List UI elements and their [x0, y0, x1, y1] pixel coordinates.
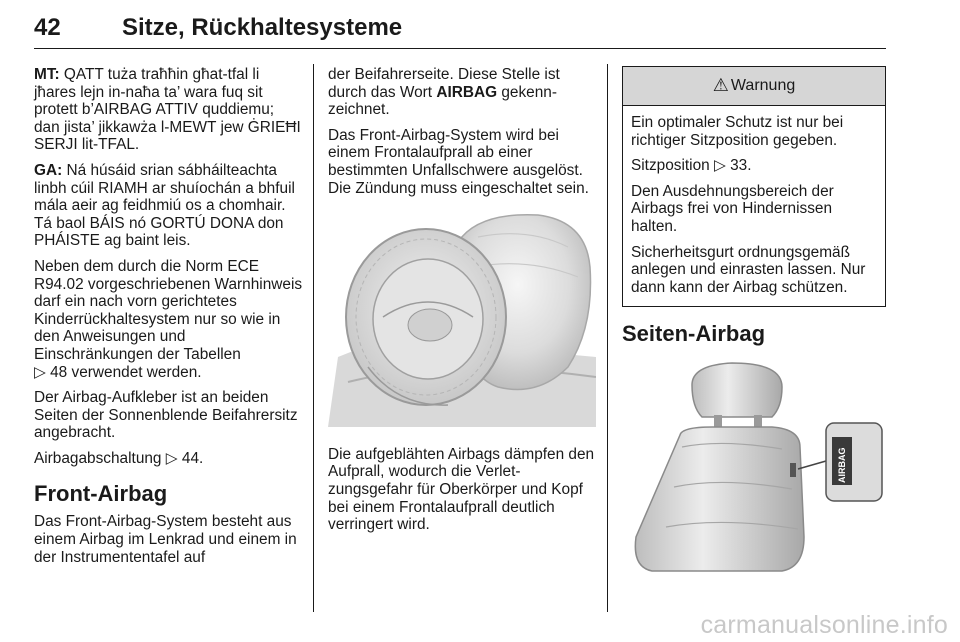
front-airbag-image: [328, 207, 596, 427]
paragraph-text: Sitzposition: [631, 157, 710, 175]
paragraph-text: QATT tuża traħħin għat-tfal li jħares lejn in-naħa ta’ wara fuq sit protett b’AIRBAG ATTIV quddiemu; dan jista’ jikkawża l-MEWT jew ĠRIEĦI SERJI lit-TFAL.: [34, 66, 301, 154]
column-3: [622, 66, 886, 592]
warning-triangle-icon: ⚠: [712, 75, 729, 96]
column-divider: [313, 64, 314, 612]
paragraph-deployment: Das Front-Airbag-System wird bei einem Frontalaufprall ab einer bestimmten Unfallschwere ausgelöst. Die Zündung muss eingeschaltet sein.: [328, 126, 589, 197]
page-ref-triangle-icon: ▷: [34, 363, 46, 381]
paragraph-location: [328, 66, 596, 119]
paragraph-text: Ná húsáid srian sábháilteachta linbh cúil RIAMH ar shuíochán a bhfuil mála aeir ag feidhmiú os a chomhair. Tá baol BÁIS nó GORTÚ DONA don PHÁISTE ag baint leis.: [34, 161, 295, 250]
section-title: Sitze, Rückhaltesysteme: [122, 14, 403, 41]
warning-text: Sicherheitsgurt ordnungsgemäß anlegen und einrasten lassen. Nur dann kann der Airbag schützen.: [631, 243, 866, 296]
front-airbag-illustration: [328, 207, 596, 432]
watermark: carmanualsonline.info: [700, 611, 948, 639]
paragraph-irish: [34, 162, 304, 250]
paragraph-text: .: [747, 157, 752, 175]
warning-text: [631, 157, 877, 175]
page-number: 42: [34, 14, 61, 41]
side-airbag-illustration: [622, 357, 886, 578]
paragraph-maltese: [34, 66, 304, 154]
paragraph-text: verwendet werden.: [67, 363, 202, 381]
language-label: GA:: [34, 161, 63, 179]
paragraph-text: gekennzeichnet.: [328, 83, 557, 119]
page-ref[interactable]: 48: [50, 363, 68, 381]
column-divider: [607, 64, 608, 612]
heading-side-airbag: Seiten-Airbag: [622, 321, 766, 347]
paragraph-sticker: Der Airbag-Aufkleber ist an beiden Seiten der Sonnenblende Beifahrersitz angebracht.: [34, 389, 298, 442]
warning-body: [623, 106, 885, 306]
column-1: [34, 66, 304, 574]
page-header: [34, 10, 886, 49]
page-ref-triangle-icon: ▷: [165, 449, 178, 467]
paragraph-text: Airbagabschaltung: [34, 449, 162, 467]
page-ref-triangle-icon: ▷: [714, 157, 726, 175]
paragraph-text: .: [199, 449, 204, 467]
column-2: [328, 66, 596, 542]
paragraph-effect: Die aufgeblähten Airbags dämpfen den Aufprall, wodurch die Verletzungsgefahr für Oberkörper und Kopf bei einem Frontalaufprall deutlich verringert wird.: [328, 445, 595, 534]
paragraph-deactivation: [34, 450, 304, 468]
warning-box: [622, 66, 886, 307]
paragraph-text: der Beifahrerseite. Diese Stelle ist durch das Wort: [328, 66, 560, 101]
page-ref[interactable]: 44: [181, 449, 200, 467]
airbag-word: AIRBAG: [436, 83, 498, 101]
warning-title: Warnung: [730, 77, 796, 95]
paragraph-norm: [34, 258, 304, 381]
language-label: MT:: [34, 66, 60, 83]
seat-image: [622, 357, 886, 573]
paragraph-text: Neben dem durch die Norm ECE R94.02 vorgeschriebenen Warnhinweis darf ein nach vorn gerichtetes Kinderrückhaltesystem nur so wie in den Anweisungen und Einschränkungen der Tabellen: [34, 257, 303, 363]
seat-airbag-label: AIRBAG: [837, 447, 847, 484]
warning-text: Ein optimaler Schutz ist nur bei richtiger Sitzposition gegeben.: [631, 114, 844, 149]
warning-header: [623, 67, 885, 106]
paragraph-front-airbag: Das Front-Airbag-System besteht aus einem Airbag im Lenkrad und einem in der Instrumententafel auf: [34, 513, 297, 566]
heading-front-airbag: Front-Airbag: [34, 481, 168, 507]
warning-text: Den Ausdehnungsbereich der Airbags frei von Hindernissen halten.: [631, 182, 834, 235]
page-ref[interactable]: 33: [730, 157, 748, 175]
